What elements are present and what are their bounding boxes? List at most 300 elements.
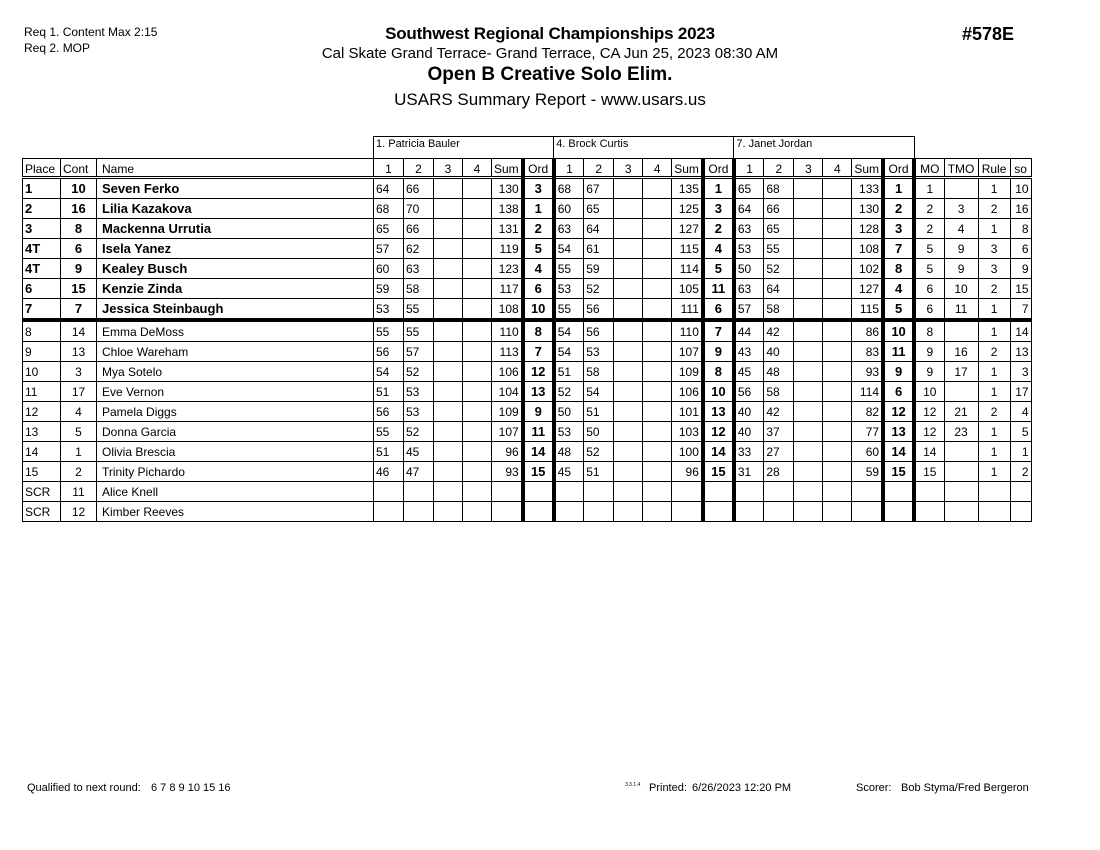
tmo-cell [944,442,978,462]
name-cell: Kenzie Zinda [97,279,374,299]
score-cell [794,199,823,219]
score-cell: 57 [734,299,764,321]
sum-cell: 101 [672,402,703,422]
score-cell: 66 [764,199,794,219]
ordinal-cell: 4 [703,239,734,259]
ordinal-cell: 14 [703,442,734,462]
table-row [23,422,1032,442]
sum-cell: 106 [492,362,523,382]
mo-cell: 14 [914,442,944,462]
name-cell: Alice Knell [97,482,374,502]
ordinal-cell: 10 [703,382,734,402]
ordinal-cell: 6 [523,279,554,299]
score-cell [734,482,764,502]
col-so: so [1010,159,1031,178]
score-cell: 58 [764,382,794,402]
tmo-cell: 9 [944,239,978,259]
score-cell: 45 [404,442,434,462]
score-cell: 55 [374,422,404,442]
score-cell [643,502,672,522]
score-cell [463,362,492,382]
score-cell: 54 [554,239,584,259]
sum-cell: 108 [492,299,523,321]
cont-cell: 11 [61,482,97,502]
place-cell: SCR [23,482,61,502]
score-cell [643,422,672,442]
col-judge-2-5: Ord [703,159,734,178]
score-cell: 42 [764,320,794,342]
score-cell: 56 [584,320,614,342]
rule-cell: 2 [978,279,1010,299]
sum-cell: 59 [852,462,883,482]
score-cell [614,299,643,321]
sum-cell: 128 [852,219,883,239]
score-cell [434,402,463,422]
sum-cell: 86 [852,320,883,342]
sum-cell [852,482,883,502]
col-place: Place [23,159,61,178]
tmo-cell [944,482,978,502]
score-cell [643,219,672,239]
score-cell: 64 [374,178,404,199]
score-cell: 66 [404,219,434,239]
rule-cell: 1 [978,422,1010,442]
score-cell [823,178,852,199]
score-cell: 68 [554,178,584,199]
sum-cell: 135 [672,178,703,199]
score-cell: 56 [734,382,764,402]
rule-cell: 2 [978,199,1010,219]
sum-cell [492,482,523,502]
sum-cell: 100 [672,442,703,462]
mo-cell: 12 [914,422,944,442]
score-cell [794,462,823,482]
name-cell: Pamela Diggs [97,402,374,422]
judge-1-name: 1. Patricia Bauler [374,137,554,159]
so-cell: 8 [1010,219,1031,239]
printed-label: Printed: [649,782,687,794]
sum-cell: 103 [672,422,703,442]
cont-cell: 8 [61,219,97,239]
ordinal-cell: 10 [523,299,554,321]
ordinal-cell: 5 [703,259,734,279]
tmo-cell [944,462,978,482]
cont-cell: 14 [61,320,97,342]
event-number: #578E [962,24,1015,44]
col-judge-3-5: Ord [883,159,914,178]
ordinal-cell: 1 [883,178,914,199]
printed-value: 6/26/2023 12:20 PM [692,782,792,794]
ordinal-cell: 1 [523,199,554,219]
sum-cell: 106 [672,382,703,402]
col-judge-2-1: 2 [584,159,614,178]
col-rule: Rule [978,159,1010,178]
cont-cell: 4 [61,402,97,422]
place-cell: 6 [23,279,61,299]
score-cell: 58 [584,362,614,382]
score-cell: 58 [764,299,794,321]
place-cell: 3 [23,219,61,239]
score-cell: 60 [374,259,404,279]
score-cell [614,320,643,342]
score-cell: 37 [764,422,794,442]
score-cell: 33 [734,442,764,462]
score-cell [643,462,672,482]
sum-cell: 114 [852,382,883,402]
score-cell [794,279,823,299]
score-cell [614,422,643,442]
ordinal-cell: 2 [883,199,914,219]
ordinal-cell: 6 [883,382,914,402]
score-cell: 50 [554,402,584,422]
sum-cell: 104 [492,382,523,402]
so-cell: 16 [1010,199,1031,219]
ordinal-cell [883,482,914,502]
table-row [23,482,1032,502]
sum-cell [672,482,703,502]
sum-cell: 60 [852,442,883,462]
so-cell: 4 [1010,402,1031,422]
score-cell [434,462,463,482]
score-cell [794,342,823,362]
table-row [23,382,1032,402]
score-cell [614,219,643,239]
mo-cell: 9 [914,342,944,362]
score-cell [614,502,643,522]
col-cont: Cont [61,159,97,178]
ordinal-cell: 7 [523,342,554,362]
score-cell [734,502,764,522]
score-cell: 55 [404,299,434,321]
sum-cell: 109 [672,362,703,382]
tmo-cell: 16 [944,342,978,362]
mo-cell: 6 [914,279,944,299]
score-cell: 57 [404,342,434,362]
ordinal-cell [703,502,734,522]
sum-cell: 119 [492,239,523,259]
score-cell [643,382,672,402]
score-cell: 56 [584,299,614,321]
score-cell [434,299,463,321]
event-title: Southwest Regional Championships 2023 [385,24,715,43]
sum-cell: 111 [672,299,703,321]
table-row [23,178,1032,199]
score-cell [614,279,643,299]
rule-cell: 1 [978,219,1010,239]
table-row [23,442,1032,462]
score-cell [643,239,672,259]
score-cell [794,422,823,442]
place-cell: 14 [23,442,61,462]
ordinal-cell: 5 [883,299,914,321]
qualified-label: Qualified to next round: [27,782,141,794]
sum-cell [852,502,883,522]
judge-2-name: 4. Brock Curtis [554,137,734,159]
score-cell [463,442,492,462]
score-cell: 55 [404,320,434,342]
rule-cell: 1 [978,462,1010,482]
ordinal-cell: 3 [883,219,914,239]
score-cell: 52 [404,422,434,442]
place-cell: 13 [23,422,61,442]
score-cell: 28 [764,462,794,482]
sum-cell: 115 [852,299,883,321]
rule-cell: 1 [978,382,1010,402]
name-cell: Mya Sotelo [97,362,374,382]
score-cell: 51 [584,462,614,482]
tmo-cell: 3 [944,199,978,219]
rule-cell: 1 [978,299,1010,321]
score-cell [794,482,823,502]
sum-cell: 117 [492,279,523,299]
score-cell: 42 [764,402,794,422]
score-cell [643,342,672,362]
score-cell: 51 [584,402,614,422]
col-judge-3-1: 2 [764,159,794,178]
score-cell [463,299,492,321]
score-cell [823,342,852,362]
score-cell [434,279,463,299]
table-row [23,462,1032,482]
score-cell: 65 [734,178,764,199]
score-cell: 54 [584,382,614,402]
ordinal-cell: 3 [523,178,554,199]
table-row [23,362,1032,382]
col-tmo: TMO [944,159,978,178]
score-cell [374,502,404,522]
sum-cell: 82 [852,402,883,422]
score-cell: 40 [764,342,794,362]
mo-cell: 2 [914,199,944,219]
ordinal-cell: 9 [523,402,554,422]
table-row [23,259,1032,279]
rule-cell: 2 [978,402,1010,422]
col-judge-1-4: Sum [492,159,523,178]
score-cell: 60 [554,199,584,219]
score-cell: 54 [554,320,584,342]
score-cell: 48 [554,442,584,462]
sum-cell: 115 [672,239,703,259]
place-cell: 2 [23,199,61,219]
cont-cell: 9 [61,259,97,279]
score-cell [584,502,614,522]
score-cell [643,279,672,299]
score-cell [643,482,672,502]
sum-cell: 110 [672,320,703,342]
ordinal-cell: 8 [883,259,914,279]
score-cell: 64 [584,219,614,239]
table-row [23,239,1032,259]
ordinal-cell: 12 [523,362,554,382]
tmo-cell [944,320,978,342]
score-cell [823,279,852,299]
ordinal-cell: 11 [523,422,554,442]
score-cell: 62 [404,239,434,259]
ordinal-cell: 3 [703,199,734,219]
tmo-cell: 9 [944,259,978,279]
score-cell [434,259,463,279]
place-cell: 4T [23,259,61,279]
score-cell: 55 [554,299,584,321]
mo-cell: 5 [914,259,944,279]
score-cell [434,342,463,362]
table-row [23,402,1032,422]
sum-cell [492,502,523,522]
tmo-cell: 10 [944,279,978,299]
results-table [22,136,1032,522]
score-cell: 59 [374,279,404,299]
score-cell [823,299,852,321]
score-cell: 63 [734,279,764,299]
mo-cell: 9 [914,362,944,382]
score-cell [463,239,492,259]
score-cell: 53 [554,422,584,442]
score-cell [643,299,672,321]
ordinal-cell: 13 [883,422,914,442]
score-cell [463,279,492,299]
ordinal-cell: 12 [883,402,914,422]
cont-cell: 3 [61,362,97,382]
score-cell: 48 [764,362,794,382]
ordinal-cell: 8 [523,320,554,342]
score-cell [794,442,823,462]
score-cell [823,199,852,219]
score-cell: 47 [404,462,434,482]
cont-cell: 12 [61,502,97,522]
qualified-list: 6 7 8 9 10 15 16 [151,782,231,794]
sum-cell: 138 [492,199,523,219]
score-cell [463,422,492,442]
name-cell: Trinity Pichardo [97,462,374,482]
ordinal-cell: 15 [703,462,734,482]
rule-cell [978,502,1010,522]
score-cell [374,482,404,502]
rule-cell: 2 [978,342,1010,362]
so-cell: 9 [1010,259,1031,279]
score-cell [434,482,463,502]
name-cell: Mackenna Urrutia [97,219,374,239]
place-cell: SCR [23,502,61,522]
mo-cell [914,502,944,522]
score-cell: 31 [734,462,764,482]
score-cell: 55 [374,320,404,342]
score-cell [643,199,672,219]
col-judge-2-0: 1 [554,159,584,178]
col-judge-1-1: 2 [404,159,434,178]
tmo-cell: 11 [944,299,978,321]
ordinal-cell: 2 [703,219,734,239]
cont-cell: 6 [61,239,97,259]
sum-cell: 96 [492,442,523,462]
sum-cell: 130 [492,178,523,199]
ordinal-cell: 15 [523,462,554,482]
so-cell: 1 [1010,442,1031,462]
score-cell [614,462,643,482]
ordinal-cell: 2 [523,219,554,239]
ordinal-cell: 7 [883,239,914,259]
sum-cell: 123 [492,259,523,279]
score-cell [404,502,434,522]
score-cell: 55 [554,259,584,279]
place-cell: 1 [23,178,61,199]
sum-cell: 110 [492,320,523,342]
place-cell: 11 [23,382,61,402]
ordinal-cell: 8 [703,362,734,382]
version-label: 3.3.1.4 [625,782,641,788]
score-cell: 70 [404,199,434,219]
score-cell: 65 [584,199,614,219]
ordinal-cell: 15 [883,462,914,482]
scorer-label: Scorer: [856,782,892,794]
mo-cell: 1 [914,178,944,199]
mo-cell: 2 [914,219,944,239]
score-cell [643,178,672,199]
ordinal-cell: 13 [523,382,554,402]
score-cell: 40 [734,402,764,422]
score-cell [434,239,463,259]
mo-cell [914,482,944,502]
ordinal-cell: 6 [703,299,734,321]
score-cell: 58 [404,279,434,299]
rule-cell: 3 [978,259,1010,279]
so-cell: 14 [1010,320,1031,342]
score-cell: 56 [374,402,404,422]
score-cell: 64 [764,279,794,299]
score-cell [434,362,463,382]
score-cell: 51 [374,382,404,402]
score-cell [823,382,852,402]
place-cell: 8 [23,320,61,342]
table-row [23,502,1032,522]
score-cell [434,219,463,239]
score-cell [404,482,434,502]
score-cell [584,482,614,502]
score-cell [614,239,643,259]
score-cell: 53 [404,382,434,402]
name-cell: Donna Garcia [97,422,374,442]
sum-cell [672,502,703,522]
score-cell [463,320,492,342]
rule-cell [978,482,1010,502]
sum-cell: 77 [852,422,883,442]
score-cell [794,382,823,402]
place-cell: 4T [23,239,61,259]
score-cell: 43 [734,342,764,362]
score-cell [554,482,584,502]
score-cell [794,219,823,239]
cont-cell: 1 [61,442,97,462]
so-cell: 6 [1010,239,1031,259]
table-row [23,199,1032,219]
so-cell: 13 [1010,342,1031,362]
sum-cell: 93 [852,362,883,382]
score-cell [823,320,852,342]
score-cell [614,362,643,382]
score-cell [434,199,463,219]
sum-cell: 113 [492,342,523,362]
col-judge-3-4: Sum [852,159,883,178]
rule-cell: 3 [978,239,1010,259]
score-cell [643,362,672,382]
score-cell: 56 [374,342,404,362]
sum-cell: 130 [852,199,883,219]
place-cell: 10 [23,362,61,382]
score-cell: 53 [554,279,584,299]
score-cell: 46 [374,462,404,482]
sum-cell: 107 [672,342,703,362]
ordinal-cell: 14 [883,442,914,462]
col-judge-2-2: 3 [614,159,643,178]
